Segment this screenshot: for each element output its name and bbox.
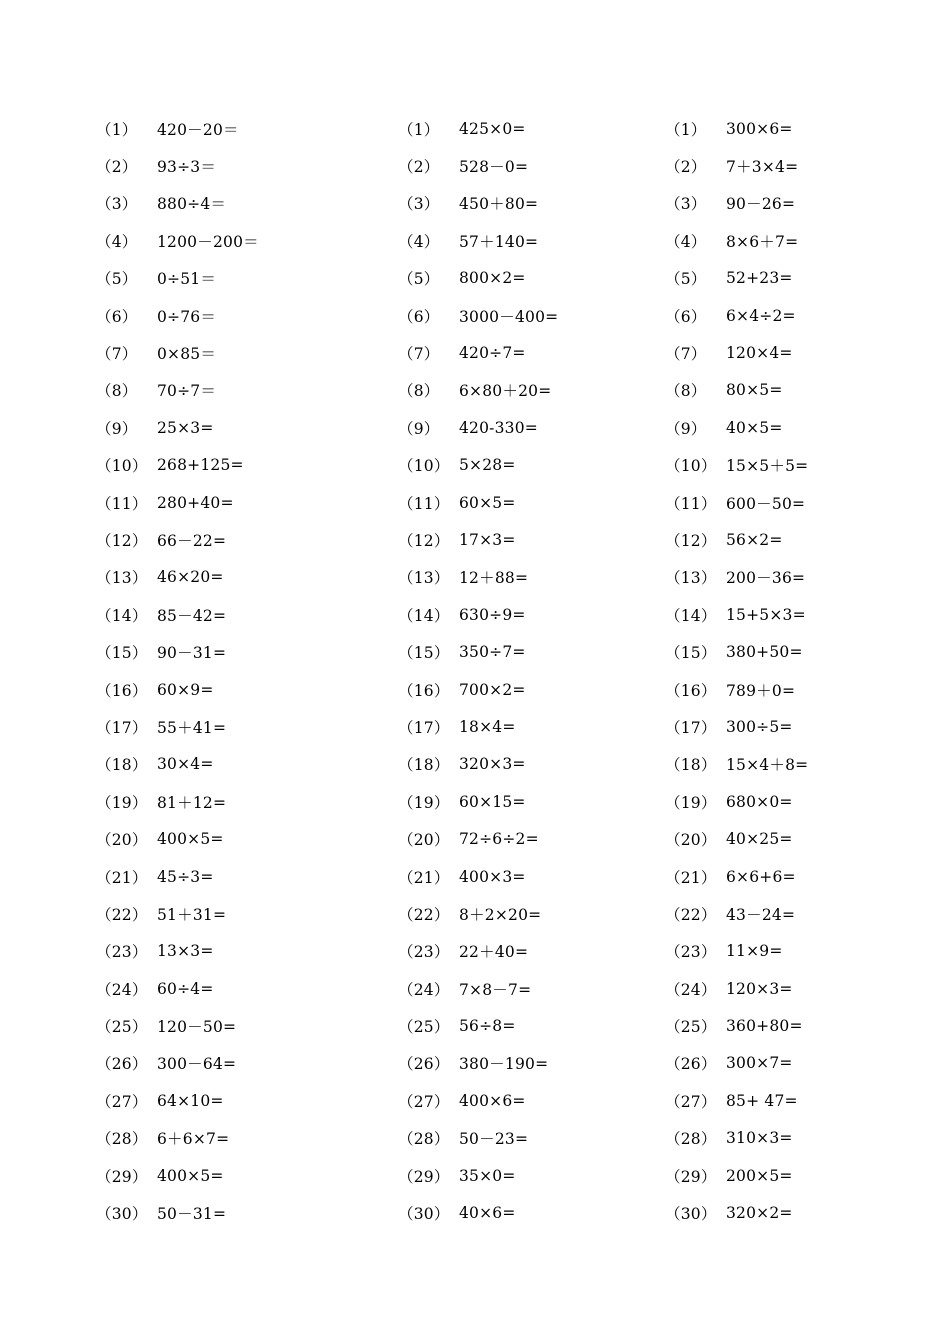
problem-item bbox=[398, 447, 558, 484]
problem-item bbox=[96, 260, 259, 297]
problem-item bbox=[665, 746, 808, 783]
problem-number: （11） bbox=[398, 494, 450, 513]
problem-item bbox=[398, 895, 558, 932]
problem-item bbox=[96, 185, 259, 222]
problem-item bbox=[96, 1120, 259, 1157]
problem-item bbox=[665, 1120, 808, 1157]
problem-item bbox=[398, 147, 558, 184]
problem-item bbox=[96, 521, 259, 558]
problem-number: （15） bbox=[665, 644, 717, 663]
problem-expression: 0÷76＝ bbox=[157, 307, 217, 326]
problem-number: （2） bbox=[398, 158, 440, 177]
problem-number: （30） bbox=[398, 1205, 450, 1224]
problem-item bbox=[398, 1120, 558, 1157]
problem-number: （5） bbox=[665, 270, 707, 289]
problem-item bbox=[398, 671, 558, 708]
problem-expression: 18×4= bbox=[459, 717, 516, 736]
problem-item bbox=[398, 970, 558, 1007]
problem-expression: 450＋80= bbox=[459, 195, 539, 214]
problem-item bbox=[96, 1194, 259, 1231]
problem-number: （25） bbox=[665, 1018, 717, 1037]
problem-number: （7） bbox=[665, 345, 707, 364]
problem-expression: 5×28= bbox=[459, 456, 516, 475]
problem-expression: 300÷5= bbox=[726, 717, 793, 736]
problem-expression: 380－190= bbox=[459, 1055, 549, 1074]
problem-number: （8） bbox=[398, 382, 440, 401]
problem-expression: 700×2= bbox=[459, 680, 526, 699]
problem-expression: 1200－200＝ bbox=[157, 232, 259, 251]
problem-item bbox=[96, 820, 259, 857]
problem-expression: 17×3= bbox=[459, 530, 516, 549]
problem-item bbox=[96, 671, 259, 708]
problem-number: （21） bbox=[96, 868, 148, 887]
problem-number: （25） bbox=[96, 1018, 148, 1037]
problem-number: （28） bbox=[665, 1130, 717, 1149]
problem-number: （26） bbox=[96, 1055, 148, 1074]
problem-item bbox=[398, 1007, 558, 1044]
problem-item bbox=[665, 633, 808, 670]
problem-number: （16） bbox=[96, 681, 148, 700]
problem-expression: 600－50= bbox=[726, 494, 806, 513]
problem-expression: 880÷4＝ bbox=[157, 195, 227, 214]
problem-expression: 60×15= bbox=[459, 792, 526, 811]
problem-expression: 70÷7＝ bbox=[157, 382, 217, 401]
problem-item bbox=[665, 484, 808, 521]
problem-expression: 0÷51＝ bbox=[157, 270, 217, 289]
problem-expression: 630÷9= bbox=[459, 605, 526, 624]
problem-item bbox=[96, 447, 259, 484]
problem-number: （4） bbox=[96, 232, 138, 251]
problem-expression: 66－22= bbox=[157, 531, 227, 550]
problem-expression: 7＋3×4= bbox=[726, 158, 799, 177]
problem-number: （17） bbox=[665, 718, 717, 737]
problem-item bbox=[665, 1194, 808, 1231]
problem-number: （23） bbox=[96, 943, 148, 962]
problem-expression: 90－31= bbox=[157, 644, 227, 663]
problem-number: （13） bbox=[398, 569, 450, 588]
problem-expression: 310×3= bbox=[726, 1129, 793, 1148]
problem-number: （26） bbox=[398, 1055, 450, 1074]
problem-number: （8） bbox=[96, 382, 138, 401]
problem-number: （11） bbox=[96, 494, 148, 513]
problem-number: （27） bbox=[665, 1092, 717, 1111]
problem-item bbox=[96, 409, 259, 446]
problem-item bbox=[665, 521, 808, 558]
problem-expression: 51＋31= bbox=[157, 905, 227, 924]
problem-expression: 43－24= bbox=[726, 905, 796, 924]
problem-number: （25） bbox=[398, 1018, 450, 1037]
problem-item bbox=[398, 334, 558, 371]
problem-item bbox=[398, 746, 558, 783]
problem-number: （22） bbox=[96, 905, 148, 924]
problem-item bbox=[398, 708, 558, 745]
problem-number: （30） bbox=[96, 1205, 148, 1224]
problem-item bbox=[665, 147, 808, 184]
problem-item bbox=[398, 409, 558, 446]
problem-number: （2） bbox=[665, 158, 707, 177]
problem-item bbox=[665, 447, 808, 484]
problem-expression: 81＋12= bbox=[157, 793, 227, 812]
problem-expression: 6×4÷2= bbox=[726, 306, 796, 325]
problem-number: （8） bbox=[665, 382, 707, 401]
problem-expression: 55＋41= bbox=[157, 718, 227, 737]
problem-item bbox=[665, 1082, 808, 1119]
problem-number: （19） bbox=[96, 793, 148, 812]
problem-number: （26） bbox=[665, 1055, 717, 1074]
problem-item bbox=[96, 1045, 259, 1082]
problem-item bbox=[398, 222, 558, 259]
problem-column-1 bbox=[96, 110, 259, 1232]
problem-expression: 25×3= bbox=[157, 418, 214, 437]
problem-expression: 93÷3＝ bbox=[157, 158, 217, 177]
problem-expression: 80×5= bbox=[726, 381, 783, 400]
problem-number: （2） bbox=[96, 158, 138, 177]
problem-item bbox=[398, 185, 558, 222]
problem-number: （22） bbox=[665, 905, 717, 924]
problem-item bbox=[665, 970, 808, 1007]
problem-expression: 0×85＝ bbox=[157, 345, 217, 364]
problem-item bbox=[398, 633, 558, 670]
problem-expression: 60×9= bbox=[157, 680, 214, 699]
problem-number: （13） bbox=[96, 569, 148, 588]
problem-expression: 360+80= bbox=[726, 1017, 803, 1036]
problem-item bbox=[665, 1045, 808, 1082]
problem-number: （6） bbox=[398, 307, 440, 326]
problem-number: （24） bbox=[665, 980, 717, 999]
problem-number: （5） bbox=[96, 270, 138, 289]
problem-item bbox=[665, 596, 808, 633]
problem-item bbox=[665, 559, 808, 596]
problem-expression: 15+5×3= bbox=[726, 605, 806, 624]
problem-expression: 350÷7= bbox=[459, 643, 526, 662]
problem-item bbox=[665, 222, 808, 259]
problem-expression: 50－23= bbox=[459, 1130, 529, 1149]
problem-item bbox=[96, 147, 259, 184]
problem-expression: 380+50= bbox=[726, 643, 803, 662]
problem-item bbox=[398, 933, 558, 970]
problem-expression: 268+125= bbox=[157, 456, 244, 475]
problem-item bbox=[96, 559, 259, 596]
problem-item bbox=[665, 110, 808, 147]
problem-expression: 320×3= bbox=[459, 755, 526, 774]
problem-number: （3） bbox=[398, 195, 440, 214]
problem-item bbox=[665, 409, 808, 446]
problem-number: （3） bbox=[96, 195, 138, 214]
problem-number: （22） bbox=[398, 905, 450, 924]
problem-expression: 15×5＋5= bbox=[726, 457, 809, 476]
problem-expression: 30×4= bbox=[157, 755, 214, 774]
problem-item bbox=[96, 1157, 259, 1194]
problem-expression: 12＋88= bbox=[459, 569, 529, 588]
problem-item bbox=[398, 1045, 558, 1082]
problem-item bbox=[96, 783, 259, 820]
problem-number: （21） bbox=[398, 868, 450, 887]
problem-number: （4） bbox=[398, 232, 440, 251]
problem-number: （29） bbox=[398, 1167, 450, 1186]
problem-number: （28） bbox=[96, 1130, 148, 1149]
problem-expression: 56÷8= bbox=[459, 1017, 516, 1036]
problem-number: （24） bbox=[398, 980, 450, 999]
problem-item bbox=[398, 1194, 558, 1231]
problem-expression: 60×5= bbox=[459, 493, 516, 512]
problem-item bbox=[96, 1007, 259, 1044]
problem-item bbox=[665, 372, 808, 409]
problem-item bbox=[665, 708, 808, 745]
problem-number: （28） bbox=[398, 1130, 450, 1149]
problem-column-3 bbox=[665, 110, 808, 1232]
problem-item bbox=[665, 820, 808, 857]
problem-number: （17） bbox=[398, 718, 450, 737]
problem-expression: 400×6= bbox=[459, 1091, 526, 1110]
problem-number: （18） bbox=[96, 756, 148, 775]
problem-number: （14） bbox=[96, 606, 148, 625]
problem-item bbox=[96, 1082, 259, 1119]
problem-expression: 400×3= bbox=[459, 867, 526, 886]
problem-number: （9） bbox=[398, 419, 440, 438]
problem-number: （7） bbox=[96, 345, 138, 364]
problem-column-2 bbox=[398, 110, 558, 1232]
problem-expression: 120×3= bbox=[726, 979, 793, 998]
problem-number: （10） bbox=[398, 457, 450, 476]
problem-item bbox=[398, 1157, 558, 1194]
problem-item bbox=[398, 521, 558, 558]
problem-number: （27） bbox=[96, 1092, 148, 1111]
problem-number: （18） bbox=[665, 756, 717, 775]
problem-number: （6） bbox=[665, 307, 707, 326]
problem-number: （14） bbox=[398, 606, 450, 625]
problem-number: （7） bbox=[398, 345, 440, 364]
problem-number: （16） bbox=[398, 681, 450, 700]
problem-item bbox=[398, 372, 558, 409]
problem-number: （20） bbox=[398, 831, 450, 850]
problem-number: （9） bbox=[96, 419, 138, 438]
problem-item bbox=[398, 559, 558, 596]
problem-expression: 280+40= bbox=[157, 493, 234, 512]
problem-item bbox=[96, 372, 259, 409]
problem-expression: 7×8－7= bbox=[459, 980, 532, 999]
problem-number: （1） bbox=[398, 120, 440, 139]
problem-number: （1） bbox=[665, 120, 707, 139]
problem-item bbox=[96, 222, 259, 259]
problem-item bbox=[665, 334, 808, 371]
problem-number: （10） bbox=[96, 457, 148, 476]
problem-number: （9） bbox=[665, 419, 707, 438]
problem-item bbox=[665, 260, 808, 297]
problem-item bbox=[665, 1007, 808, 1044]
problem-expression: 40×5= bbox=[726, 418, 783, 437]
problem-number: （27） bbox=[398, 1092, 450, 1111]
problem-item bbox=[398, 820, 558, 857]
problem-number: （6） bbox=[96, 307, 138, 326]
problem-expression: 85+ 47= bbox=[726, 1091, 798, 1110]
problem-item bbox=[665, 671, 808, 708]
problem-expression: 120－50= bbox=[157, 1018, 237, 1037]
problem-expression: 50－31= bbox=[157, 1205, 227, 1224]
problem-expression: 300－64= bbox=[157, 1055, 237, 1074]
problem-number: （14） bbox=[665, 606, 717, 625]
problem-item bbox=[96, 858, 259, 895]
problem-number: （5） bbox=[398, 270, 440, 289]
problem-expression: 52+23= bbox=[726, 269, 793, 288]
problem-number: （23） bbox=[398, 943, 450, 962]
problem-expression: 200×5= bbox=[726, 1166, 793, 1185]
problem-number: （4） bbox=[665, 232, 707, 251]
problem-number: （3） bbox=[665, 195, 707, 214]
problem-expression: 320×2= bbox=[726, 1204, 793, 1223]
problem-expression: 56×2= bbox=[726, 530, 783, 549]
problem-number: （1） bbox=[96, 120, 138, 139]
problem-item bbox=[96, 484, 259, 521]
problem-expression: 46×20= bbox=[157, 568, 224, 587]
problem-number: （29） bbox=[665, 1167, 717, 1186]
problem-expression: 789＋0= bbox=[726, 681, 796, 700]
problem-number: （20） bbox=[96, 831, 148, 850]
problem-expression: 45÷3= bbox=[157, 867, 214, 886]
problem-number: （12） bbox=[96, 531, 148, 550]
problem-item bbox=[96, 297, 259, 334]
problem-expression: 120×4= bbox=[726, 344, 793, 363]
problem-expression: 22＋40= bbox=[459, 943, 529, 962]
problem-expression: 8×6＋7= bbox=[726, 232, 799, 251]
problem-number: （16） bbox=[665, 681, 717, 700]
problem-expression: 35×0= bbox=[459, 1166, 516, 1185]
problem-item bbox=[96, 708, 259, 745]
problem-item bbox=[398, 484, 558, 521]
problem-number: （29） bbox=[96, 1167, 148, 1186]
problem-item bbox=[665, 783, 808, 820]
problem-number: （19） bbox=[665, 793, 717, 812]
problem-expression: 200－36= bbox=[726, 569, 806, 588]
problem-number: （13） bbox=[665, 569, 717, 588]
problem-expression: 40×6= bbox=[459, 1204, 516, 1223]
problem-item bbox=[96, 596, 259, 633]
problem-expression: 72÷6÷2= bbox=[459, 830, 539, 849]
problem-number: （19） bbox=[398, 793, 450, 812]
problem-item bbox=[398, 783, 558, 820]
problem-item bbox=[96, 633, 259, 670]
problem-expression: 680×0= bbox=[726, 792, 793, 811]
problem-item bbox=[96, 110, 259, 147]
problem-expression: 60÷4= bbox=[157, 979, 214, 998]
problem-expression: 400×5= bbox=[157, 1166, 224, 1185]
problem-number: （10） bbox=[665, 457, 717, 476]
problem-expression: 40×25= bbox=[726, 830, 793, 849]
problem-number: （15） bbox=[398, 644, 450, 663]
problem-expression: 11×9= bbox=[726, 942, 783, 961]
problem-expression: 300×6= bbox=[726, 119, 793, 138]
problem-item bbox=[398, 297, 558, 334]
problem-expression: 3000－400= bbox=[459, 307, 559, 326]
problem-item bbox=[665, 858, 808, 895]
problem-item bbox=[665, 933, 808, 970]
problem-item bbox=[398, 596, 558, 633]
problem-expression: 528－0= bbox=[459, 158, 529, 177]
problem-item bbox=[96, 970, 259, 1007]
problem-expression: 85－42= bbox=[157, 606, 227, 625]
problem-item bbox=[665, 297, 808, 334]
problem-expression: 420－20＝ bbox=[157, 120, 239, 139]
problem-expression: 400×5= bbox=[157, 830, 224, 849]
problem-expression: 800×2= bbox=[459, 269, 526, 288]
problem-number: （15） bbox=[96, 644, 148, 663]
problem-number: （11） bbox=[665, 494, 717, 513]
problem-item bbox=[96, 895, 259, 932]
problem-item bbox=[398, 1082, 558, 1119]
problem-item bbox=[665, 185, 808, 222]
problem-item bbox=[96, 334, 259, 371]
problem-expression: 6×80＋20= bbox=[459, 382, 552, 401]
problem-number: （18） bbox=[398, 756, 450, 775]
problem-expression: 420÷7= bbox=[459, 344, 526, 363]
problem-expression: 64×10= bbox=[157, 1091, 224, 1110]
problem-number: （12） bbox=[665, 531, 717, 550]
problem-number: （30） bbox=[665, 1205, 717, 1224]
problem-item bbox=[665, 895, 808, 932]
problem-item bbox=[96, 933, 259, 970]
problem-expression: 8＋2×20= bbox=[459, 905, 542, 924]
problem-number: （23） bbox=[665, 943, 717, 962]
problem-expression: 15×4＋8= bbox=[726, 756, 809, 775]
problem-expression: 6＋6×7= bbox=[157, 1130, 230, 1149]
problem-item bbox=[96, 746, 259, 783]
problem-item bbox=[398, 260, 558, 297]
problem-expression: 90－26= bbox=[726, 195, 796, 214]
problem-item bbox=[665, 1157, 808, 1194]
problem-number: （20） bbox=[665, 831, 717, 850]
problem-expression: 420-330= bbox=[459, 418, 538, 437]
problem-number: （21） bbox=[665, 868, 717, 887]
problem-expression: 6×6+6= bbox=[726, 867, 796, 886]
problem-item bbox=[398, 858, 558, 895]
problem-expression: 425×0= bbox=[459, 119, 526, 138]
problem-number: （17） bbox=[96, 718, 148, 737]
problem-number: （12） bbox=[398, 531, 450, 550]
problem-expression: 300×7= bbox=[726, 1054, 793, 1073]
problem-number: （24） bbox=[96, 980, 148, 999]
problem-expression: 57＋140= bbox=[459, 232, 539, 251]
problem-item bbox=[398, 110, 558, 147]
problem-expression: 13×3= bbox=[157, 942, 214, 961]
